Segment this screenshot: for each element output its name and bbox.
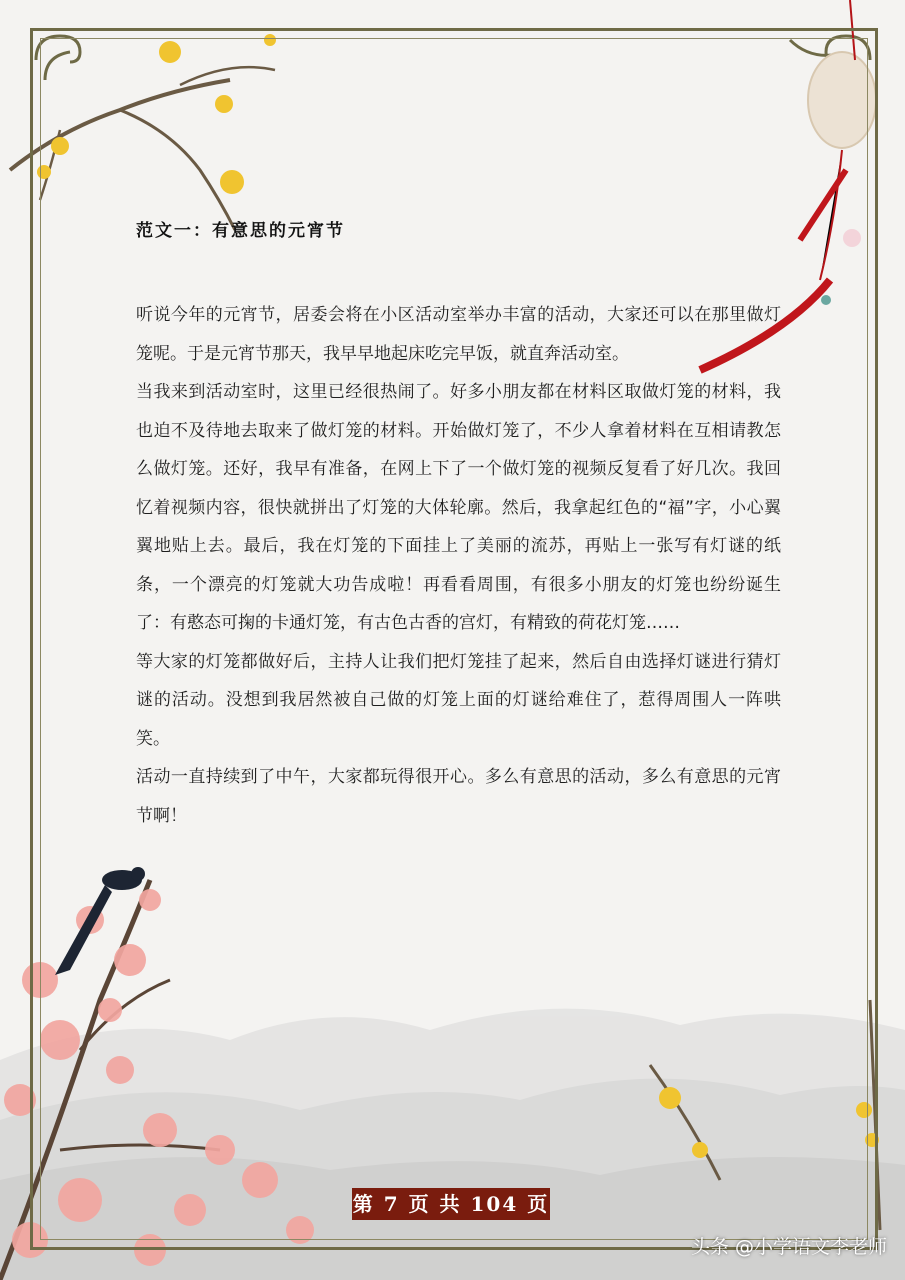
paragraph: 当我来到活动室时，这里已经很热闹了。好多小朋友都在材料区取做灯笼的材料，我也迫不及待地去取来了做灯笼的材料。开始做灯笼了，不少人拿着材料在互相请教怎么做灯笼。还好，我早有准备，在网上下了一个做灯笼的视频反复看了好几次。我回忆着视频内容，很快就拼出了灯笼的大体轮廓。然后，我拿起红色的“福”字，小心翼翼地贴上去。最后，我在灯笼的下面挂上了美丽的流苏，再贴上一张写有灯谜的纸条，一个漂亮的灯笼就大功告成啦！再看看周围，有很多小朋友的灯笼也纷纷诞生了：有憨态可掬的卡通灯笼，有古色古香的宫灯，有精致的荷花灯笼…… [136, 382, 781, 633]
paragraph: 听说今年的元宵节，居委会将在小区活动室举办丰富的活动，大家还可以在那里做灯笼呢。于是元宵节那天，我早早地起床吃完早饭，就直奔活动室。 [136, 305, 781, 364]
essay-title: 范文一：有意思的元宵节 [136, 221, 345, 241]
page-indicator: 第 7 页 共 104 页 [352, 1188, 550, 1220]
essay-body [136, 296, 781, 835]
paragraph: 等大家的灯笼都做好后，主持人让我们把灯笼挂了起来，然后自由选择灯谜进行猜灯谜的活动。没想到我居然被自己做的灯笼上面的灯谜给难住了，惹得周围人一阵哄笑。 [136, 651, 781, 749]
paragraph: 活动一直持续到了中午，大家都玩得很开心。多么有意思的活动，多么有意思的元宵节啊！ [136, 767, 781, 826]
watermark: 头条 @小学语文李老师 [690, 1236, 887, 1258]
